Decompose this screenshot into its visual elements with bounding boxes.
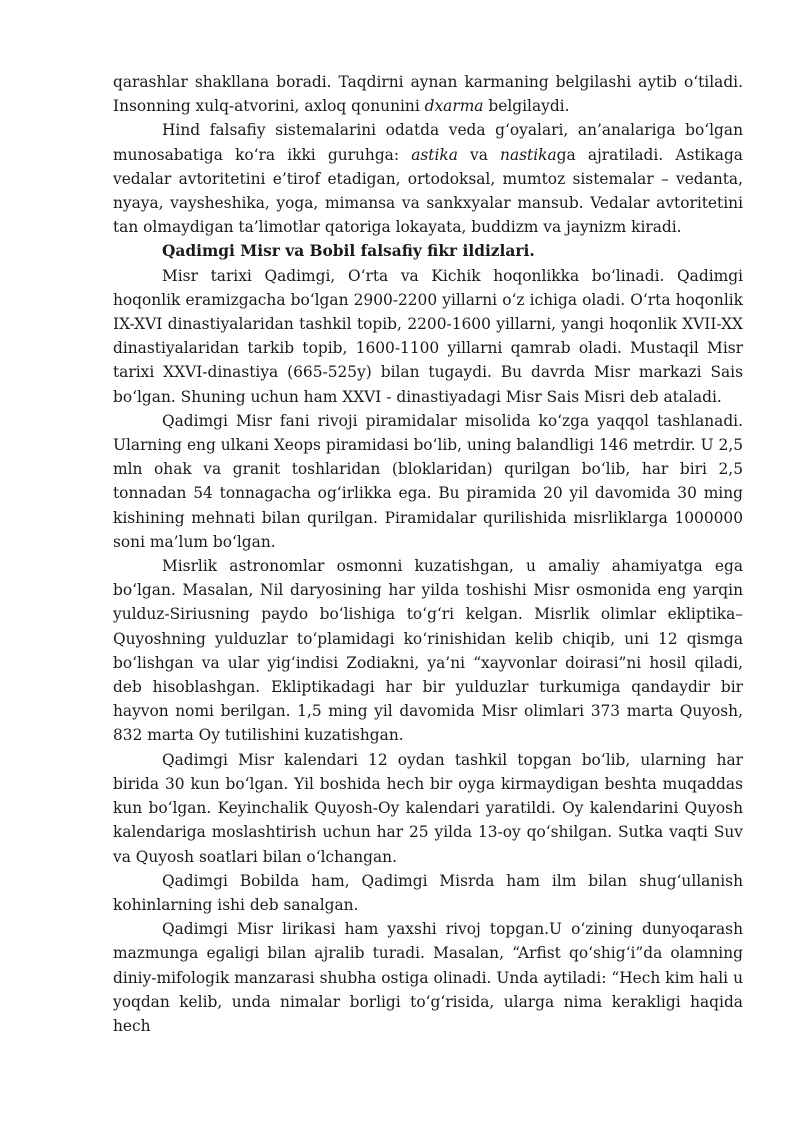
term-nastika: nastika (500, 145, 557, 164)
paragraph-hind-falsafa: Hind falsafiy sistemalarini odatda veda g‘oyalari, an’analariga bo‘lgan munosabatiga ko‘ra ikki guruhga: astika va nastikaga ajratiladi. Astikaga vedalar avtoritetini e’tirof etadigan, ortodoksal, mumtoz sistemalar – vedanta, nyaya, vaysheshika, yoga, mimansa va sankxyalar mansub. Vedalar avtoritetini tan olmaydigan ta’limotlar qatoriga lokayata, buddizm va jaynizm kiradi. (113, 121, 743, 237)
paragraph-kalendar: Qadimgi Misr kalendari 12 oydan tashkil topgan bo‘lib, ularning har birida 30 kun bo‘lgan. Yil boshida hech bir oyga kirmaydigan beshta muqaddas kun bo‘lgan. Keyinchalik Quyosh-Oy kalendari yaratildi. Oy kalendarini Quyosh kalendariga moslashtirish uchun har 25 yilda 13-oy qo‘shilgan. Sutka vaqti Suv va Quyosh soatlari bilan o‘lchangan. (113, 750, 743, 866)
paragraph-astronomiya: Misrlik astronomlar osmonni kuzatishgan, u amaliy ahamiyatga ega bo‘lgan. Masalan, Nil daryosining har yilda toshishi Misr osmonida eng yarqin yulduz-Siriusning paydo bo‘lishiga to‘g‘ri kelgan. Misrlik olimlar ekliptika–Quyoshning yulduzlar to‘plamidagi ko‘rinishidan kelib chiqib, uni 12 qismga bo‘lishgan va ular yig‘indisi Zodiakni, ya’ni “xayvonlar doirasi”ni hosil qiladi, deb hisoblashgan. Ekliptikadagi har bir yulduzlar turkumiga qandaydir bir hayvon nomi berilgan. 1,5 ming yil davomida Misr olimlari 373 marta Quyosh, 832 marta Oy tutilishini kuzatishgan. (113, 557, 743, 745)
paragraph-bobil: Qadimgi Bobilda ham, Qadimgi Misrda ham ilm bilan shug‘ullanish kohinlarning ishi deb sanalgan. (113, 871, 743, 914)
paragraph-lirika: Qadimgi Misr lirikasi ham yaxshi rivoj topgan.U o‘zining dunyoqarash mazmunga egaligi bilan ajralib turadi. Masalan, “Arfist qo‘shig‘i”da olamning diniy-mifologik manzarasi shubha ostiga olinadi. Unda aytiladi: “Hech kim hali u yoqdan kelib, unda nimalar borligi to‘g‘risida, ularga nima kerakligi haqida hech (113, 920, 743, 1035)
document-page (113, 70, 743, 1038)
term-dxarma: dxarma (424, 97, 484, 116)
term-astika: astika (411, 145, 458, 164)
paragraph-piramidalar: Qadimgi Misr fani rivoji piramidalar misolida ko‘zga yaqqol tashlanadi. Ularning eng ulkani Xeops piramidasi bo‘lib, uning balandligi 146 metrdir. U 2,5 mln ohak va granit toshlaridan (bloklaridan) qurilgan bo‘lib, har biri 2,5 tonnadan 54 tonnagacha og‘irlikka ega. Bu piramida 20 yil davomida 30 ming kishining mehnati bilan qurilgan. Piramidalar qurilishida misrliklarga 1000000 soni ma’lum bo‘lgan. (113, 411, 743, 551)
section-heading: Qadimgi Misr va Bobil falsafiy fikr ildizlari. (162, 242, 535, 261)
paragraph-misr-tarixi: Misr tarixi Qadimgi, O‘rta va Kichik hoqonlikka bo‘linadi. Qadimgi hoqonlik eramizgacha bo‘lgan 2900-2200 yillarni o‘z ichiga oladi. O‘rta hoqonlik IX-XVI dinastiyalaridan tashkil topib, 2200-1600 yillarni, yangi hoqonlik XVII-XX dinastiyalaridan tarkib topib, 1600-1100 yillarni qamrab oladi. Mustaqil Misr tarixi XXVI-dinastiya (665-525y) bilan tugaydi. Bu davrda Misr markazi Sais bo‘lgan. Shuning uchun ham XXVI - dinastiyadagi Misr Sais Misri deb ataladi. (113, 266, 743, 406)
paragraph-karma: qarashlar shakllana boradi. Taqdirni aynan karmaning belgilashi aytib o‘tiladi. Insonning xulq-atvorini, axloq qonunini dxarma belgilaydi. (113, 73, 743, 116)
